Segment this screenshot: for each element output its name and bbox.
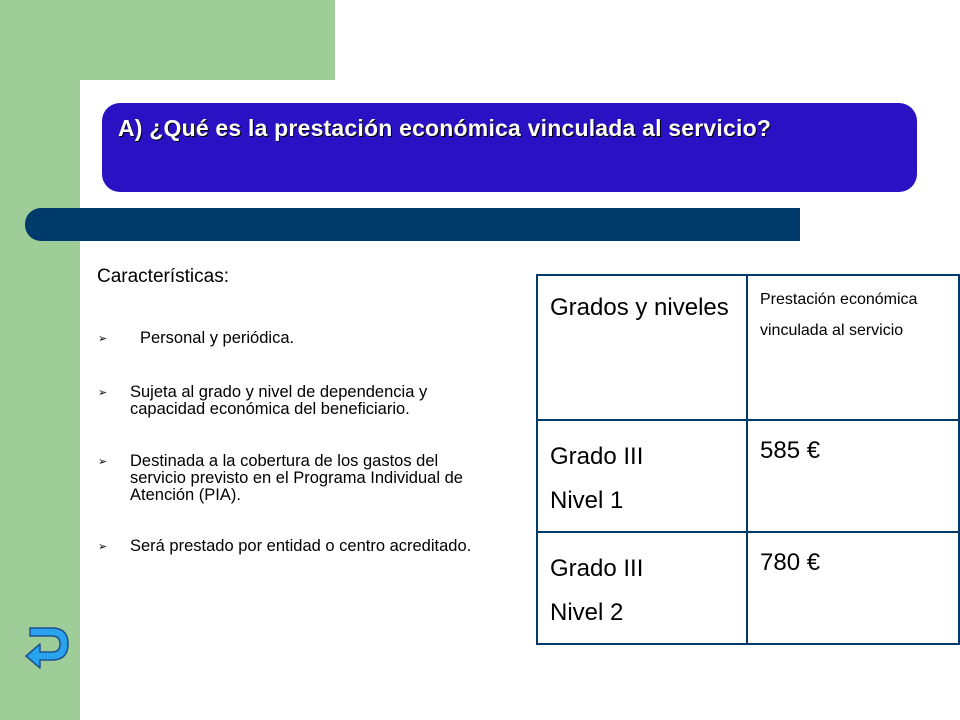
list-item-text: Será prestado por entidad o centro acreditado. [130, 537, 472, 555]
amount-value: 780 € [760, 549, 821, 576]
green-top-band [80, 0, 335, 80]
grades-table [536, 274, 960, 645]
table-header-row [537, 275, 959, 420]
list-item-text: Sujeta al grado y nivel de dependencia y capacidad económica del beneficiario. [130, 383, 428, 418]
divider-bar [25, 208, 800, 241]
title-bar [102, 103, 917, 192]
list-item [98, 330, 478, 348]
characteristics-list [98, 330, 478, 556]
level-label: Nivel 1 [550, 487, 624, 514]
list-item-text: Destinada a la cobertura de los gastos del servicio previsto en el Programa Individual de Atención (PIA). [130, 452, 463, 504]
amount-cell [747, 420, 959, 532]
arrowhead-bullet-icon: ➢ [98, 333, 108, 345]
amount-cell [747, 532, 959, 644]
arrowhead-bullet-icon: ➢ [98, 387, 108, 399]
grade-label: Grado III [550, 443, 644, 470]
table-row [537, 532, 959, 644]
return-arrow-icon[interactable] [24, 624, 72, 670]
level-label: Nivel 2 [550, 599, 624, 626]
green-side-band [0, 0, 80, 720]
list-item [98, 538, 478, 556]
list-item [98, 384, 478, 418]
header-grades-label: Grados y niveles [550, 294, 729, 321]
list-item-text: Personal y periódica. [140, 329, 295, 347]
header-cell-grades [537, 275, 747, 420]
table-row [537, 420, 959, 532]
amount-value: 585 € [760, 437, 821, 464]
header-benefit-label: Prestación económica vinculada al servicio [760, 291, 918, 339]
characteristics-heading: Características: [97, 266, 229, 287]
arrowhead-bullet-icon: ➢ [98, 456, 108, 468]
grade-cell [537, 420, 747, 532]
grade-cell [537, 532, 747, 644]
header-cell-benefit [747, 275, 959, 420]
grade-label: Grado III [550, 555, 644, 582]
slide-title: A) ¿Qué es la prestación económica vinculada al servicio? [118, 115, 772, 141]
list-item [98, 453, 478, 504]
arrowhead-bullet-icon: ➢ [98, 541, 108, 553]
